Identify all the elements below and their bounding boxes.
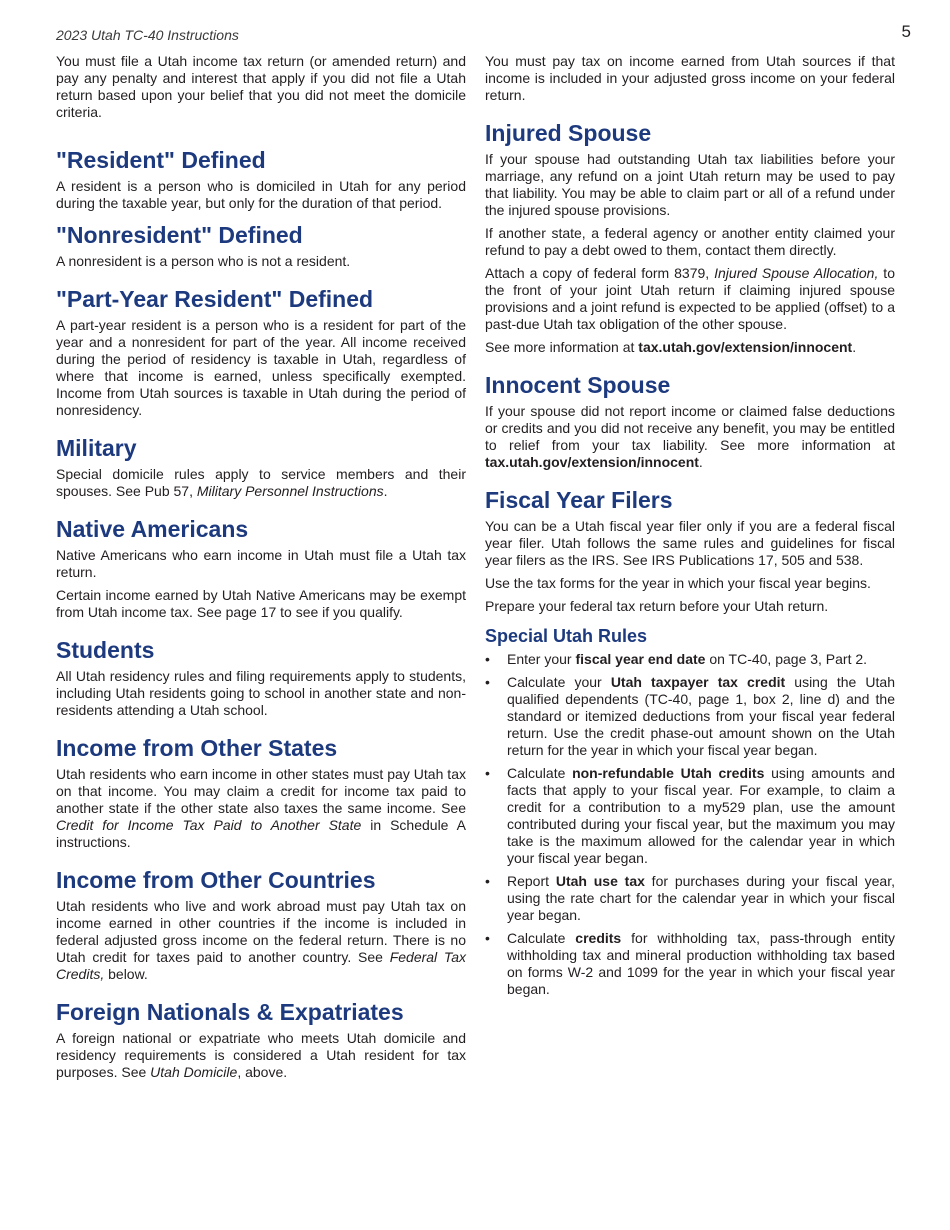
income-other-countries-heading: Income from Other Countries — [56, 867, 376, 893]
military-pub-title: Military Personnel Instructions — [196, 483, 384, 499]
income-other-states-heading: Income from Other States — [56, 735, 338, 761]
special-rules-list — [485, 651, 895, 998]
income-other-countries-paragraph: Utah residents who live and work abroad must pay Utah tax on income earned in other countries if the income is included in federal adjusted gross income on the federal return. There is no Utah credit for taxes paid to another country. See Federal Tax Credits, below. — [56, 898, 466, 982]
list-item: • Calculate non-refundable Utah credits using amounts and facts that apply to your fiscal year. For example, to claim a credit for a contribution to a my529 plan, use the amount contributed during your fiscal year, but the maximum you may take is the maximum allowed for the calendar year in which your fiscal year began. — [485, 765, 895, 866]
nonresident-defined-paragraph: A nonresident is a person who is not a resident. — [56, 253, 351, 269]
list-item: • Report Utah use tax for purchases during your fiscal year, using the rate chart for the calendar year in which your fiscal year began. — [485, 873, 895, 923]
list-item: • Enter your fiscal year end date on TC-40, page 3, Part 2. — [485, 651, 868, 667]
innocent-spouse-paragraph: If your spouse did not report income or claimed false deductions or credits and you did not receive any benefit, you may be entitled to relief from your tax liability. See more information at tax.utah.gov/extension/innocent. — [485, 403, 895, 470]
injured-spouse-paragraph-1: If your spouse had outstanding Utah tax liabilities before your marriage, any refund on a joint Utah return may be used to pay that liability. You may be able to claim part or all of a refund under the injured spouse provisions. — [485, 151, 895, 218]
right-column — [485, 53, 895, 1004]
native-americans-heading: Native Americans — [56, 516, 249, 542]
page-number: 5 — [901, 22, 911, 41]
part-year-resident-paragraph: A part-year resident is a person who is a resident for part of the year and a nonresident for part of the year. All income received during the period of residency is taxable in Utah, regardless of where that income is earned, unless specifically exempted. Income from Utah sources is taxable in Utah during the period of nonresidency. — [56, 317, 466, 418]
fiscal-year-filers-heading: Fiscal Year Filers — [485, 487, 673, 513]
list-item: • Calculate your Utah taxpayer tax credit using the Utah qualified dependents (TC-40, page 1, box 2, line d) and the standard or itemized deductions from your fiscal year federal return. Use the credit phase-out amount shown on the Utah return for the year in which your fiscal year began. — [485, 674, 895, 758]
resident-defined-paragraph: A resident is a person who is domiciled in Utah for any period during the taxable year, but only for the duration of that period. — [56, 178, 466, 211]
fiscal-year-paragraph-1: You can be a Utah fiscal year filer only if you are a federal fiscal year filer. Utah follows the same rules and guidelines for fiscal year filers as the IRS. See IRS Publications 17, 505 and 538. — [485, 518, 895, 568]
bullet-icon: • — [485, 765, 490, 781]
injured-spouse-paragraph-3: Attach a copy of federal form 8379, Injured Spouse Allocation, to the front of your joint Utah return if claiming injured spouse provisions and a joint refund is expected to be applied (offset) to a past-due Utah tax obligation of the other spouse. — [485, 265, 895, 332]
utah-sources-paragraph: You must pay tax on income earned from Utah sources if that income is included in your adjusted gross income on your federal return. — [485, 53, 895, 103]
fiscal-year-paragraph-2: Use the tax forms for the year in which your fiscal year begins. — [485, 575, 871, 591]
income-other-states-paragraph: Utah residents who earn income in other states must pay Utah tax on that income. You may claim a credit for income tax paid to another state if the other state also taxes the same income. See Credit for Income Tax Paid to Another State in Schedule A instructions. — [56, 766, 466, 850]
fiscal-year-paragraph-3: Prepare your federal tax return before your Utah return. — [485, 598, 829, 614]
native-americans-paragraph-1: Native Americans who earn income in Utah must file a Utah tax return. — [56, 547, 466, 580]
part-year-resident-heading: "Part-Year Resident" Defined — [56, 286, 374, 312]
resident-defined-heading: "Resident" Defined — [56, 147, 266, 173]
students-heading: Students — [56, 637, 155, 663]
federal-tax-credits-reference: Federal Tax Credits, — [56, 949, 466, 982]
list-item: • Calculate credits for withholding tax, pass-through entity withholding tax and mineral production withholding tax based on forms W-2 and 1099 for the year in which your fiscal year began. — [485, 930, 895, 997]
foreign-nationals-paragraph: A foreign national or expatriate who meets Utah domicile and residency requirements is considered a Utah resident for tax purposes. See Utah Domicile, above. — [56, 1030, 466, 1080]
innocent-spouse-heading: Innocent Spouse — [485, 372, 671, 398]
bullet-icon: • — [485, 651, 490, 667]
utah-domicile-reference: Utah Domicile — [150, 1064, 238, 1080]
military-paragraph: Special domicile rules apply to service members and their spouses. See Pub 57, Military Personnel Instructions. — [56, 466, 466, 499]
bullet-icon: • — [485, 930, 490, 946]
bullet-icon: • — [485, 873, 490, 889]
military-heading: Military — [56, 435, 137, 461]
nonresident-defined-heading: "Nonresident" Defined — [56, 222, 303, 248]
bullet-icon: • — [485, 674, 490, 690]
special-utah-rules-heading: Special Utah Rules — [485, 626, 648, 646]
innocent-spouse-link-2[interactable]: tax.utah.gov/extension/innocent — [485, 454, 699, 470]
injured-spouse-paragraph-2: If another state, a federal agency or another entity claimed your refund to pay a debt owed to them, contact them directly. — [485, 225, 895, 258]
students-paragraph: All Utah residency rules and filing requirements apply to students, including Utah residents going to school in another state and non-residents attending a Utah school. — [56, 668, 466, 718]
innocent-spouse-link[interactable]: tax.utah.gov/extension/innocent — [638, 339, 853, 355]
native-americans-paragraph-2: Certain income earned by Utah Native Americans may be exempt from Utah income tax. See page 17 to see if you qualify. — [56, 587, 466, 620]
domicile-intro-paragraph: You must file a Utah income tax return (or amended return) and pay any penalty and interest that apply if you did not file a Utah return based upon your belief that you did not meet the domicile criteria. — [56, 53, 466, 120]
foreign-nationals-heading: Foreign Nationals & Expatriates — [56, 999, 404, 1025]
left-column — [56, 53, 466, 1087]
injured-spouse-heading: Injured Spouse — [485, 120, 652, 146]
injured-spouse-paragraph-4: See more information at tax.utah.gov/extension/innocent. — [485, 339, 857, 355]
document-header: 2023 Utah TC-40 Instructions — [56, 27, 239, 43]
form-8379-title: Injured Spouse Allocation, — [714, 265, 879, 281]
credit-reference: Credit for Income Tax Paid to Another State — [56, 817, 362, 833]
